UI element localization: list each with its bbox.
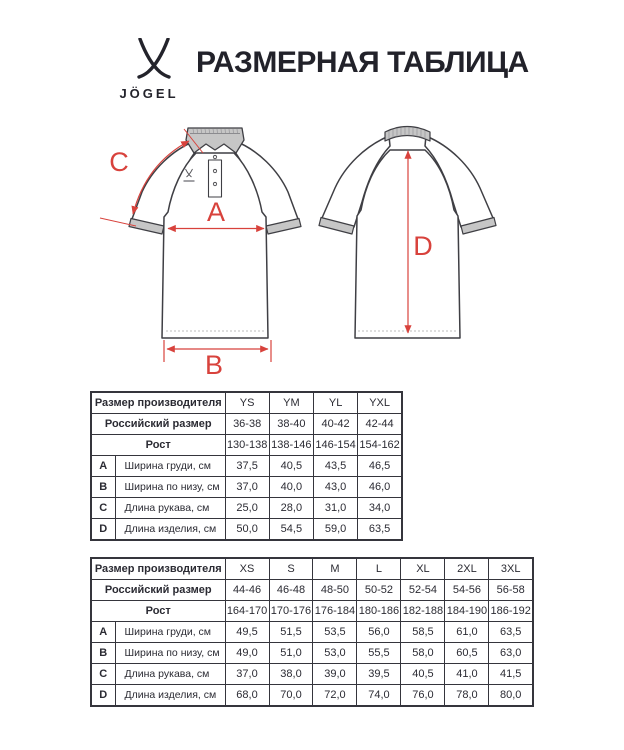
header-label-cell: Рост bbox=[91, 601, 225, 622]
measure-letter-cell: B bbox=[91, 477, 115, 498]
table-header-row bbox=[91, 435, 402, 456]
table-measure-row bbox=[91, 622, 533, 643]
measure-value-cell: 63,5 bbox=[358, 519, 402, 541]
measure-value-cell: 58,0 bbox=[401, 643, 445, 664]
polo-front-view bbox=[129, 128, 301, 338]
size-table-youth bbox=[90, 391, 403, 541]
measure-name-cell: Длина рукава, см bbox=[115, 664, 225, 685]
header-label-cell: Размер производителя bbox=[91, 558, 225, 580]
size-value-cell: 2XL bbox=[445, 558, 489, 580]
size-value-cell: 170-176 bbox=[269, 601, 313, 622]
table-header-row bbox=[91, 601, 533, 622]
measure-value-cell: 38,0 bbox=[269, 664, 313, 685]
size-value-cell: 154-162 bbox=[358, 435, 402, 456]
measure-value-cell: 40,5 bbox=[269, 456, 313, 477]
label-A: A bbox=[206, 197, 226, 227]
size-value-cell: 56-58 bbox=[489, 580, 533, 601]
measure-value-cell: 40,5 bbox=[401, 664, 445, 685]
size-value-cell: 38-40 bbox=[269, 414, 313, 435]
size-value-cell: 182-188 bbox=[401, 601, 445, 622]
header-label-cell: Российский размер bbox=[91, 414, 225, 435]
header-label-cell: Рост bbox=[91, 435, 225, 456]
youth-size-table-wrap bbox=[90, 391, 403, 541]
size-value-cell: 42-44 bbox=[358, 414, 402, 435]
table-measure-row bbox=[91, 498, 402, 519]
size-value-cell: M bbox=[313, 558, 357, 580]
measure-name-cell: Ширина по низу, см bbox=[115, 643, 225, 664]
size-value-cell: 130-138 bbox=[225, 435, 269, 456]
size-value-cell: 48-50 bbox=[313, 580, 357, 601]
label-C: C bbox=[109, 147, 129, 177]
measure-value-cell: 41,0 bbox=[445, 664, 489, 685]
measure-value-cell: 40,0 bbox=[269, 477, 313, 498]
garment-diagram bbox=[0, 115, 624, 383]
size-value-cell: 50-52 bbox=[357, 580, 401, 601]
measure-value-cell: 72,0 bbox=[313, 685, 357, 707]
size-value-cell: 36-38 bbox=[225, 414, 269, 435]
size-value-cell: 184-190 bbox=[445, 601, 489, 622]
measure-value-cell: 53,5 bbox=[313, 622, 357, 643]
measure-value-cell: 78,0 bbox=[445, 685, 489, 707]
table-header-row bbox=[91, 392, 402, 414]
size-value-cell: YL bbox=[313, 392, 357, 414]
header-label-cell: Российский размер bbox=[91, 580, 225, 601]
size-value-cell: XL bbox=[401, 558, 445, 580]
measure-value-cell: 28,0 bbox=[269, 498, 313, 519]
measure-value-cell: 63,5 bbox=[489, 622, 533, 643]
measure-value-cell: 31,0 bbox=[313, 498, 357, 519]
size-value-cell: 138-146 bbox=[269, 435, 313, 456]
adult-size-table-wrap bbox=[90, 557, 534, 707]
measure-value-cell: 56,0 bbox=[357, 622, 401, 643]
size-value-cell: 164-170 bbox=[225, 601, 269, 622]
size-value-cell: 52-54 bbox=[401, 580, 445, 601]
table-measure-row bbox=[91, 519, 402, 541]
measure-value-cell: 59,0 bbox=[313, 519, 357, 541]
measure-letter-cell: A bbox=[91, 622, 115, 643]
size-value-cell: 44-46 bbox=[225, 580, 269, 601]
measure-value-cell: 55,5 bbox=[357, 643, 401, 664]
size-value-cell: 186-192 bbox=[489, 601, 533, 622]
measure-value-cell: 37,0 bbox=[225, 664, 269, 685]
measure-value-cell: 63,0 bbox=[489, 643, 533, 664]
brand-logo bbox=[104, 36, 194, 104]
brand-wordmark: JÖGEL bbox=[119, 86, 179, 101]
measure-value-cell: 51,5 bbox=[269, 622, 313, 643]
size-value-cell: 46-48 bbox=[269, 580, 313, 601]
size-table-adult bbox=[90, 557, 534, 707]
measure-value-cell: 80,0 bbox=[489, 685, 533, 707]
size-value-cell: 3XL bbox=[489, 558, 533, 580]
measure-value-cell: 51,0 bbox=[269, 643, 313, 664]
table-measure-row bbox=[91, 643, 533, 664]
measure-value-cell: 46,0 bbox=[358, 477, 402, 498]
measure-letter-cell: D bbox=[91, 519, 115, 541]
measure-name-cell: Ширина по низу, см bbox=[115, 477, 225, 498]
page-title: РАЗМЕРНАЯ ТАБЛИЦА bbox=[196, 46, 529, 79]
measure-letter-cell: C bbox=[91, 664, 115, 685]
measure-value-cell: 70,0 bbox=[269, 685, 313, 707]
table-measure-row bbox=[91, 685, 533, 707]
measure-name-cell: Длина изделия, см bbox=[115, 519, 225, 541]
measure-letter-cell: B bbox=[91, 643, 115, 664]
size-value-cell: 180-186 bbox=[357, 601, 401, 622]
size-value-cell: YXL bbox=[358, 392, 402, 414]
table-header-row bbox=[91, 558, 533, 580]
size-value-cell: 176-184 bbox=[313, 601, 357, 622]
size-value-cell: L bbox=[357, 558, 401, 580]
measure-value-cell: 37,5 bbox=[225, 456, 269, 477]
size-value-cell: YS bbox=[225, 392, 269, 414]
measure-value-cell: 34,0 bbox=[358, 498, 402, 519]
measure-value-cell: 39,0 bbox=[313, 664, 357, 685]
size-value-cell: 54-56 bbox=[445, 580, 489, 601]
measure-value-cell: 58,5 bbox=[401, 622, 445, 643]
measure-letter-cell: C bbox=[91, 498, 115, 519]
measure-value-cell: 25,0 bbox=[225, 498, 269, 519]
header-label-cell: Размер производителя bbox=[91, 392, 225, 414]
size-value-cell: 40-42 bbox=[313, 414, 357, 435]
measure-value-cell: 43,5 bbox=[313, 456, 357, 477]
table-measure-row bbox=[91, 664, 533, 685]
size-value-cell: XS bbox=[225, 558, 269, 580]
measure-value-cell: 41,5 bbox=[489, 664, 533, 685]
size-value-cell: YM bbox=[269, 392, 313, 414]
label-B: B bbox=[204, 350, 224, 380]
measure-name-cell: Длина изделия, см bbox=[115, 685, 225, 707]
measure-value-cell: 46,5 bbox=[358, 456, 402, 477]
measure-value-cell: 74,0 bbox=[357, 685, 401, 707]
table-measure-row bbox=[91, 477, 402, 498]
measure-value-cell: 68,0 bbox=[225, 685, 269, 707]
measure-letter-cell: A bbox=[91, 456, 115, 477]
measure-value-cell: 50,0 bbox=[225, 519, 269, 541]
measure-value-cell: 54,5 bbox=[269, 519, 313, 541]
measure-name-cell: Ширина груди, см bbox=[115, 456, 225, 477]
jogel-horns-icon bbox=[137, 38, 171, 85]
measure-value-cell: 76,0 bbox=[401, 685, 445, 707]
measure-name-cell: Длина рукава, см bbox=[115, 498, 225, 519]
measure-value-cell: 60,5 bbox=[445, 643, 489, 664]
measure-value-cell: 53,0 bbox=[313, 643, 357, 664]
table-header-row bbox=[91, 580, 533, 601]
measure-value-cell: 37,0 bbox=[225, 477, 269, 498]
table-measure-row bbox=[91, 456, 402, 477]
measure-name-cell: Ширина груди, см bbox=[115, 622, 225, 643]
measure-value-cell: 49,0 bbox=[225, 643, 269, 664]
size-value-cell: 146-154 bbox=[313, 435, 357, 456]
label-D: D bbox=[413, 231, 433, 261]
measure-value-cell: 39,5 bbox=[357, 664, 401, 685]
table-header-row bbox=[91, 414, 402, 435]
measure-value-cell: 61,0 bbox=[445, 622, 489, 643]
measure-letter-cell: D bbox=[91, 685, 115, 707]
size-value-cell: S bbox=[269, 558, 313, 580]
measure-value-cell: 43,0 bbox=[313, 477, 357, 498]
measure-value-cell: 49,5 bbox=[225, 622, 269, 643]
